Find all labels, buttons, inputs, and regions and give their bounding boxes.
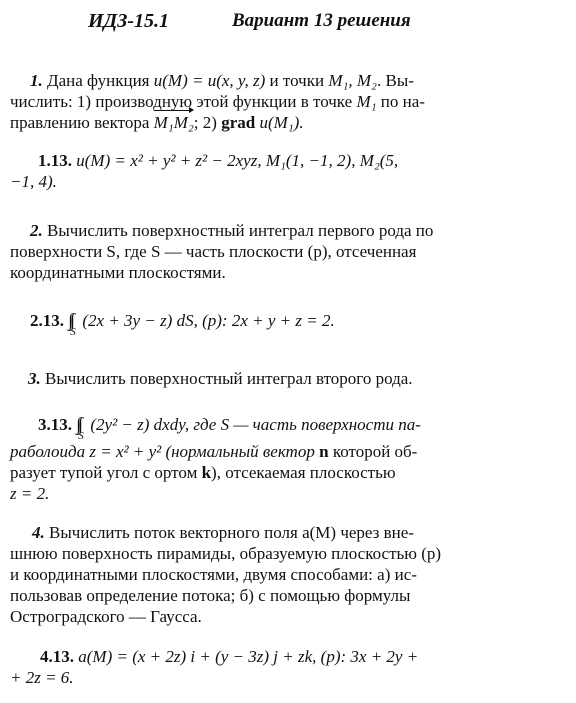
double-integral-symbol: ∫∫ S — [76, 414, 86, 435]
task-4-13-line-1 — [40, 646, 530, 667]
task-2-13-number: 2.13. — [30, 311, 64, 330]
task-1-function: u(M) = u(x, y, z) — [153, 71, 266, 90]
task-1-text: Дана функция — [47, 71, 154, 90]
task-4-line-1 — [32, 522, 528, 543]
task-1-line-2 — [10, 91, 528, 112]
task-3-13-line-4: z = 2. — [10, 484, 50, 503]
task-2-statement — [10, 220, 528, 283]
task-1-statement — [10, 70, 528, 133]
task-3-13-line-2 — [10, 441, 530, 462]
task-4-13-formula: a(M) = (x + 2z) i + (y − 3z) j + zk, (p): 3x + 2y + — [78, 647, 419, 666]
task-1-text: u(M₁). — [255, 113, 304, 132]
integral-surface-label: S — [70, 326, 76, 338]
page-header — [0, 10, 576, 36]
task-3-13-number: 3.13. — [38, 415, 72, 434]
task-2-line-3: координатными плоскостями. — [10, 263, 226, 282]
task-2-line-1 — [30, 220, 528, 241]
assignment-title: ИДЗ-15.1 — [88, 10, 170, 32]
task-4-13-line-2: + 2z = 6. — [10, 668, 74, 687]
normal-vector-n: n — [319, 442, 329, 461]
task-3-13-line-3 — [10, 462, 530, 483]
task-2-13-exercise — [30, 310, 528, 338]
task-1-text: ; 2) — [193, 113, 222, 132]
task-3-13-formula: (2y² − z) dxdy, где S — часть поверхности па- — [90, 415, 421, 434]
task-4-line-2: шнюю поверхность пирамиды, образуемую плоскостью (p) — [10, 544, 442, 563]
task-1-13-exercise — [10, 150, 530, 192]
task-4-statement — [10, 522, 528, 627]
task-3-13-text: которой об- — [328, 442, 418, 461]
vector-m1m2: M₁M₂ — [153, 113, 194, 132]
task-4-13-number: 4.13. — [40, 647, 74, 666]
task-2-13-line-1 — [30, 310, 528, 338]
task-1-text: числить: 1) производную этой функции в точке — [10, 92, 357, 111]
task-1-text: правлению вектора — [10, 113, 154, 132]
task-3-13-text: разует тупой угол с ортом — [10, 463, 202, 482]
task-1-point-m1: M₁ — [356, 92, 377, 111]
task-4-number: 4. — [32, 523, 45, 542]
task-2-number: 2. — [30, 221, 43, 240]
task-1-13-number: 1.13. — [38, 151, 72, 170]
task-1-points: M₁, M₂ — [328, 71, 377, 90]
task-4-13-exercise — [10, 646, 530, 688]
task-1-text: по на- — [376, 92, 425, 111]
variant-title: Вариант 13 решения — [232, 10, 411, 31]
integral-surface-label: S — [78, 430, 84, 442]
task-1-number: 1. — [30, 71, 43, 90]
task-1-text: . Вы- — [376, 71, 414, 90]
task-3-13-line-1 — [38, 414, 530, 442]
task-4-line-3: и координатными плоскостями, двумя способами: а) ис- — [10, 565, 417, 584]
double-integral-symbol: ∫∫ S — [68, 310, 78, 331]
task-3-line-1 — [28, 368, 528, 389]
task-1-13-formula: u(M) = x² + y² + z² − 2xyz, M₁(1, −1, 2), M₂(5, — [76, 151, 399, 170]
task-3-13-exercise — [10, 414, 530, 504]
unit-vector-k: k — [201, 463, 212, 482]
task-2-line-2: поверхности S, где S — часть плоскости (p), отсеченная — [10, 242, 417, 261]
grad-operator: grad — [221, 113, 256, 132]
task-4-text: Вычислить поток векторного поля a(M) через вне- — [49, 523, 414, 542]
task-3-13-text: ), отсекаемая плоскостью — [211, 463, 396, 482]
task-1-13-line-1 — [38, 150, 530, 171]
task-3-13-text: раболоида z = x² + y² (нормальный вектор — [10, 442, 320, 461]
task-1-text: и точки — [265, 71, 329, 90]
task-1-line-3 — [10, 112, 528, 133]
task-1-13-line-2: −1, 4). — [10, 172, 57, 191]
task-2-13-formula: (2x + 3y − z) dS, (p): 2x + y + z = 2. — [82, 311, 335, 330]
task-1-line-1 — [30, 70, 528, 91]
task-3-text: Вычислить поверхностный интеграл второго рода. — [45, 369, 413, 388]
task-3-number: 3. — [28, 369, 41, 388]
task-4-line-5: Остроградского — Гаусса. — [10, 607, 202, 626]
task-3-statement — [28, 368, 528, 389]
task-2-text: Вычислить поверхностный интеграл первого рода по — [47, 221, 434, 240]
task-4-line-4: пользовав определение потока; б) с помощью формулы — [10, 586, 411, 605]
